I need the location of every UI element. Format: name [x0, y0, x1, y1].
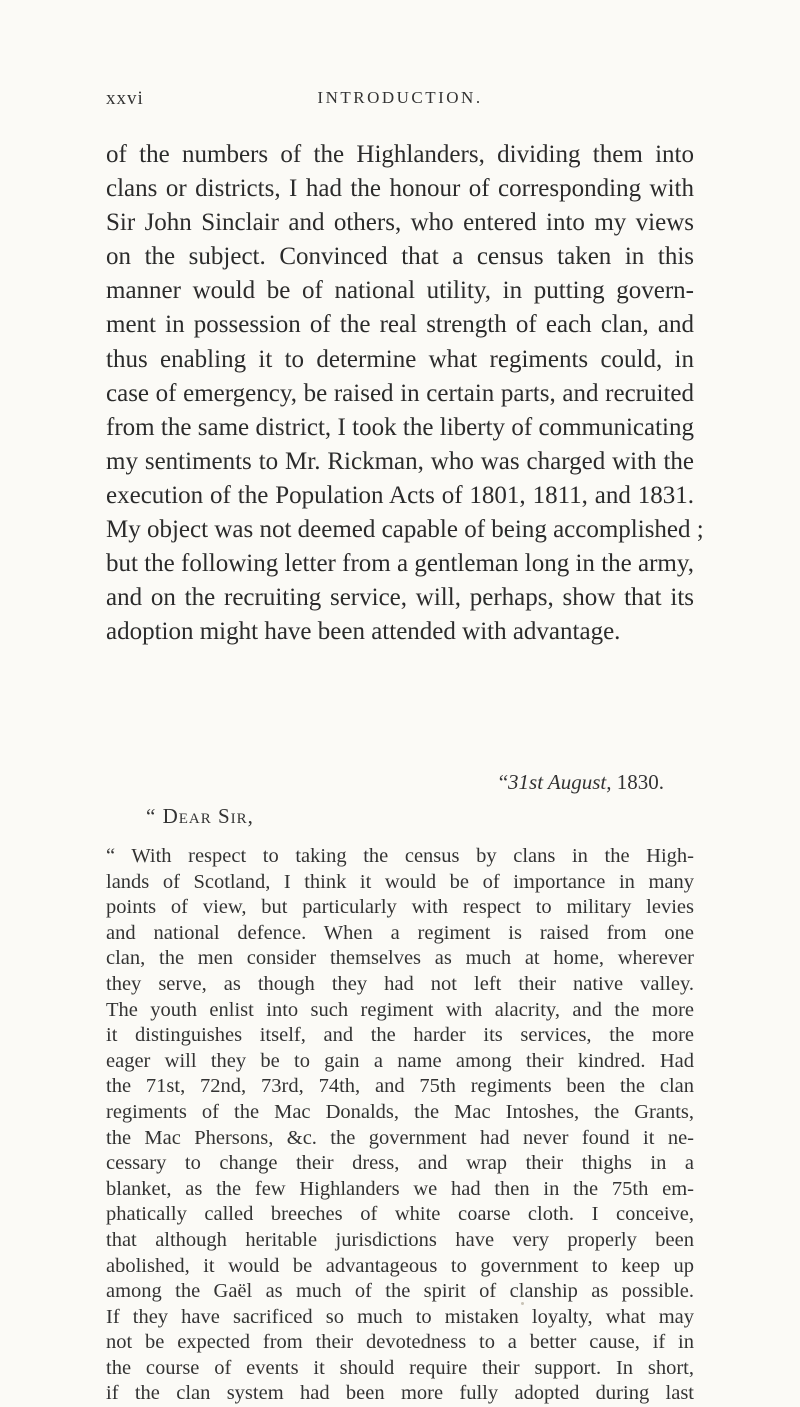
letter-line: it distinguishes itself, and the harder its services, the more	[106, 1024, 694, 1047]
letter-line: and national defence. When a regiment is raised from one	[106, 921, 694, 944]
letter-line: regiments of the Mac Donalds, the Mac Intoshes, the Grants,	[106, 1100, 694, 1123]
body-line: Sir John Sinclair and others, who entered into my views	[106, 209, 694, 237]
page-header	[106, 88, 694, 118]
letter-line: among the Gaël as much of the spirit of clanship as possible.	[106, 1280, 694, 1303]
letter-line: not be expected from their devotedness to a better cause, if in	[106, 1331, 694, 1354]
letter-line: blanket, as the few Highlanders we had then in the 75th em-	[106, 1177, 694, 1200]
body-line: My object was not deemed capable of being accomplished ;	[106, 516, 704, 544]
running-title: INTRODUCTION.	[317, 88, 483, 107]
letter-line: If they have sacrificed so much to mistaken loyalty, what may	[106, 1305, 694, 1328]
body-line: and on the recruiting service, will, perhaps, show that its	[106, 584, 694, 612]
paper-speck	[521, 1302, 524, 1305]
letter-line: the course of events it should require their support. In short,	[106, 1356, 694, 1379]
body-paragraph	[106, 138, 704, 649]
letter-line: lands of Scotland, I think it would be of importance in many	[106, 870, 694, 893]
date-year: 1830.	[611, 770, 664, 794]
body-line: clans or districts, I had the honour of corresponding with	[106, 175, 694, 203]
letter-line: that although heritable jurisdictions have very properly been	[106, 1228, 694, 1251]
letter-salutation: “ Dear Sir,	[146, 804, 254, 828]
body-line: ment in possession of the real strength of each clan, and	[106, 311, 694, 339]
date-open-quote: “	[498, 770, 509, 794]
letter-line: they serve, as though they had not left their native valley.	[106, 972, 694, 995]
letter-line: eager will they be to gain a name among their kindred. Had	[106, 1049, 694, 1072]
letter-line: cessary to change their dress, and wrap their thighs in a	[106, 1152, 694, 1175]
letter-line: phatically called breeches of white coarse cloth. I conceive,	[106, 1203, 694, 1226]
date-day-month: 31st August,	[508, 770, 612, 794]
letter-body	[106, 844, 694, 1407]
body-line: adoption might have been attended with advantage.	[106, 618, 621, 646]
letter-line: the 71st, 72nd, 73rd, 74th, and 75th regiments been the clan	[106, 1075, 694, 1098]
body-line: case of emergency, be raised in certain parts, and recruited	[106, 379, 694, 407]
body-line: of the numbers of the Highlanders, dividing them into	[106, 141, 694, 168]
letter-line: the Mac Phersons, &c. the government had never found it ne-	[106, 1126, 694, 1149]
letter-line: clan, the men consider themselves as much at home, wherever	[106, 947, 694, 970]
letter-line: The youth enlist into such regiment with alacrity, and the more	[106, 998, 694, 1021]
body-line: manner would be of national utility, in putting govern-	[106, 277, 694, 305]
letter-line: if the clan system had been more fully adopted during last	[106, 1382, 694, 1405]
body-line: but the following letter from a gentleman long in the army,	[106, 550, 694, 578]
letter-line: points of view, but particularly with respect to military levies	[106, 896, 694, 919]
body-line: my sentiments to Mr. Rickman, who was charged with the	[106, 447, 694, 475]
body-line: thus enabling it to determine what regiments could, in	[106, 345, 694, 373]
body-line: execution of the Population Acts of 1801, 1811, and 1831.	[106, 481, 694, 509]
page-number: xxvi	[106, 88, 144, 109]
body-line: on the subject. Convinced that a census taken in this	[106, 243, 694, 271]
letter-date	[499, 770, 664, 795]
body-line: from the same district, I took the liberty of communicating	[106, 413, 694, 441]
letter-line: “ With respect to taking the census by clans in the High-	[106, 845, 694, 867]
letter-line: abolished, it would be advantageous to government to keep up	[106, 1254, 694, 1277]
